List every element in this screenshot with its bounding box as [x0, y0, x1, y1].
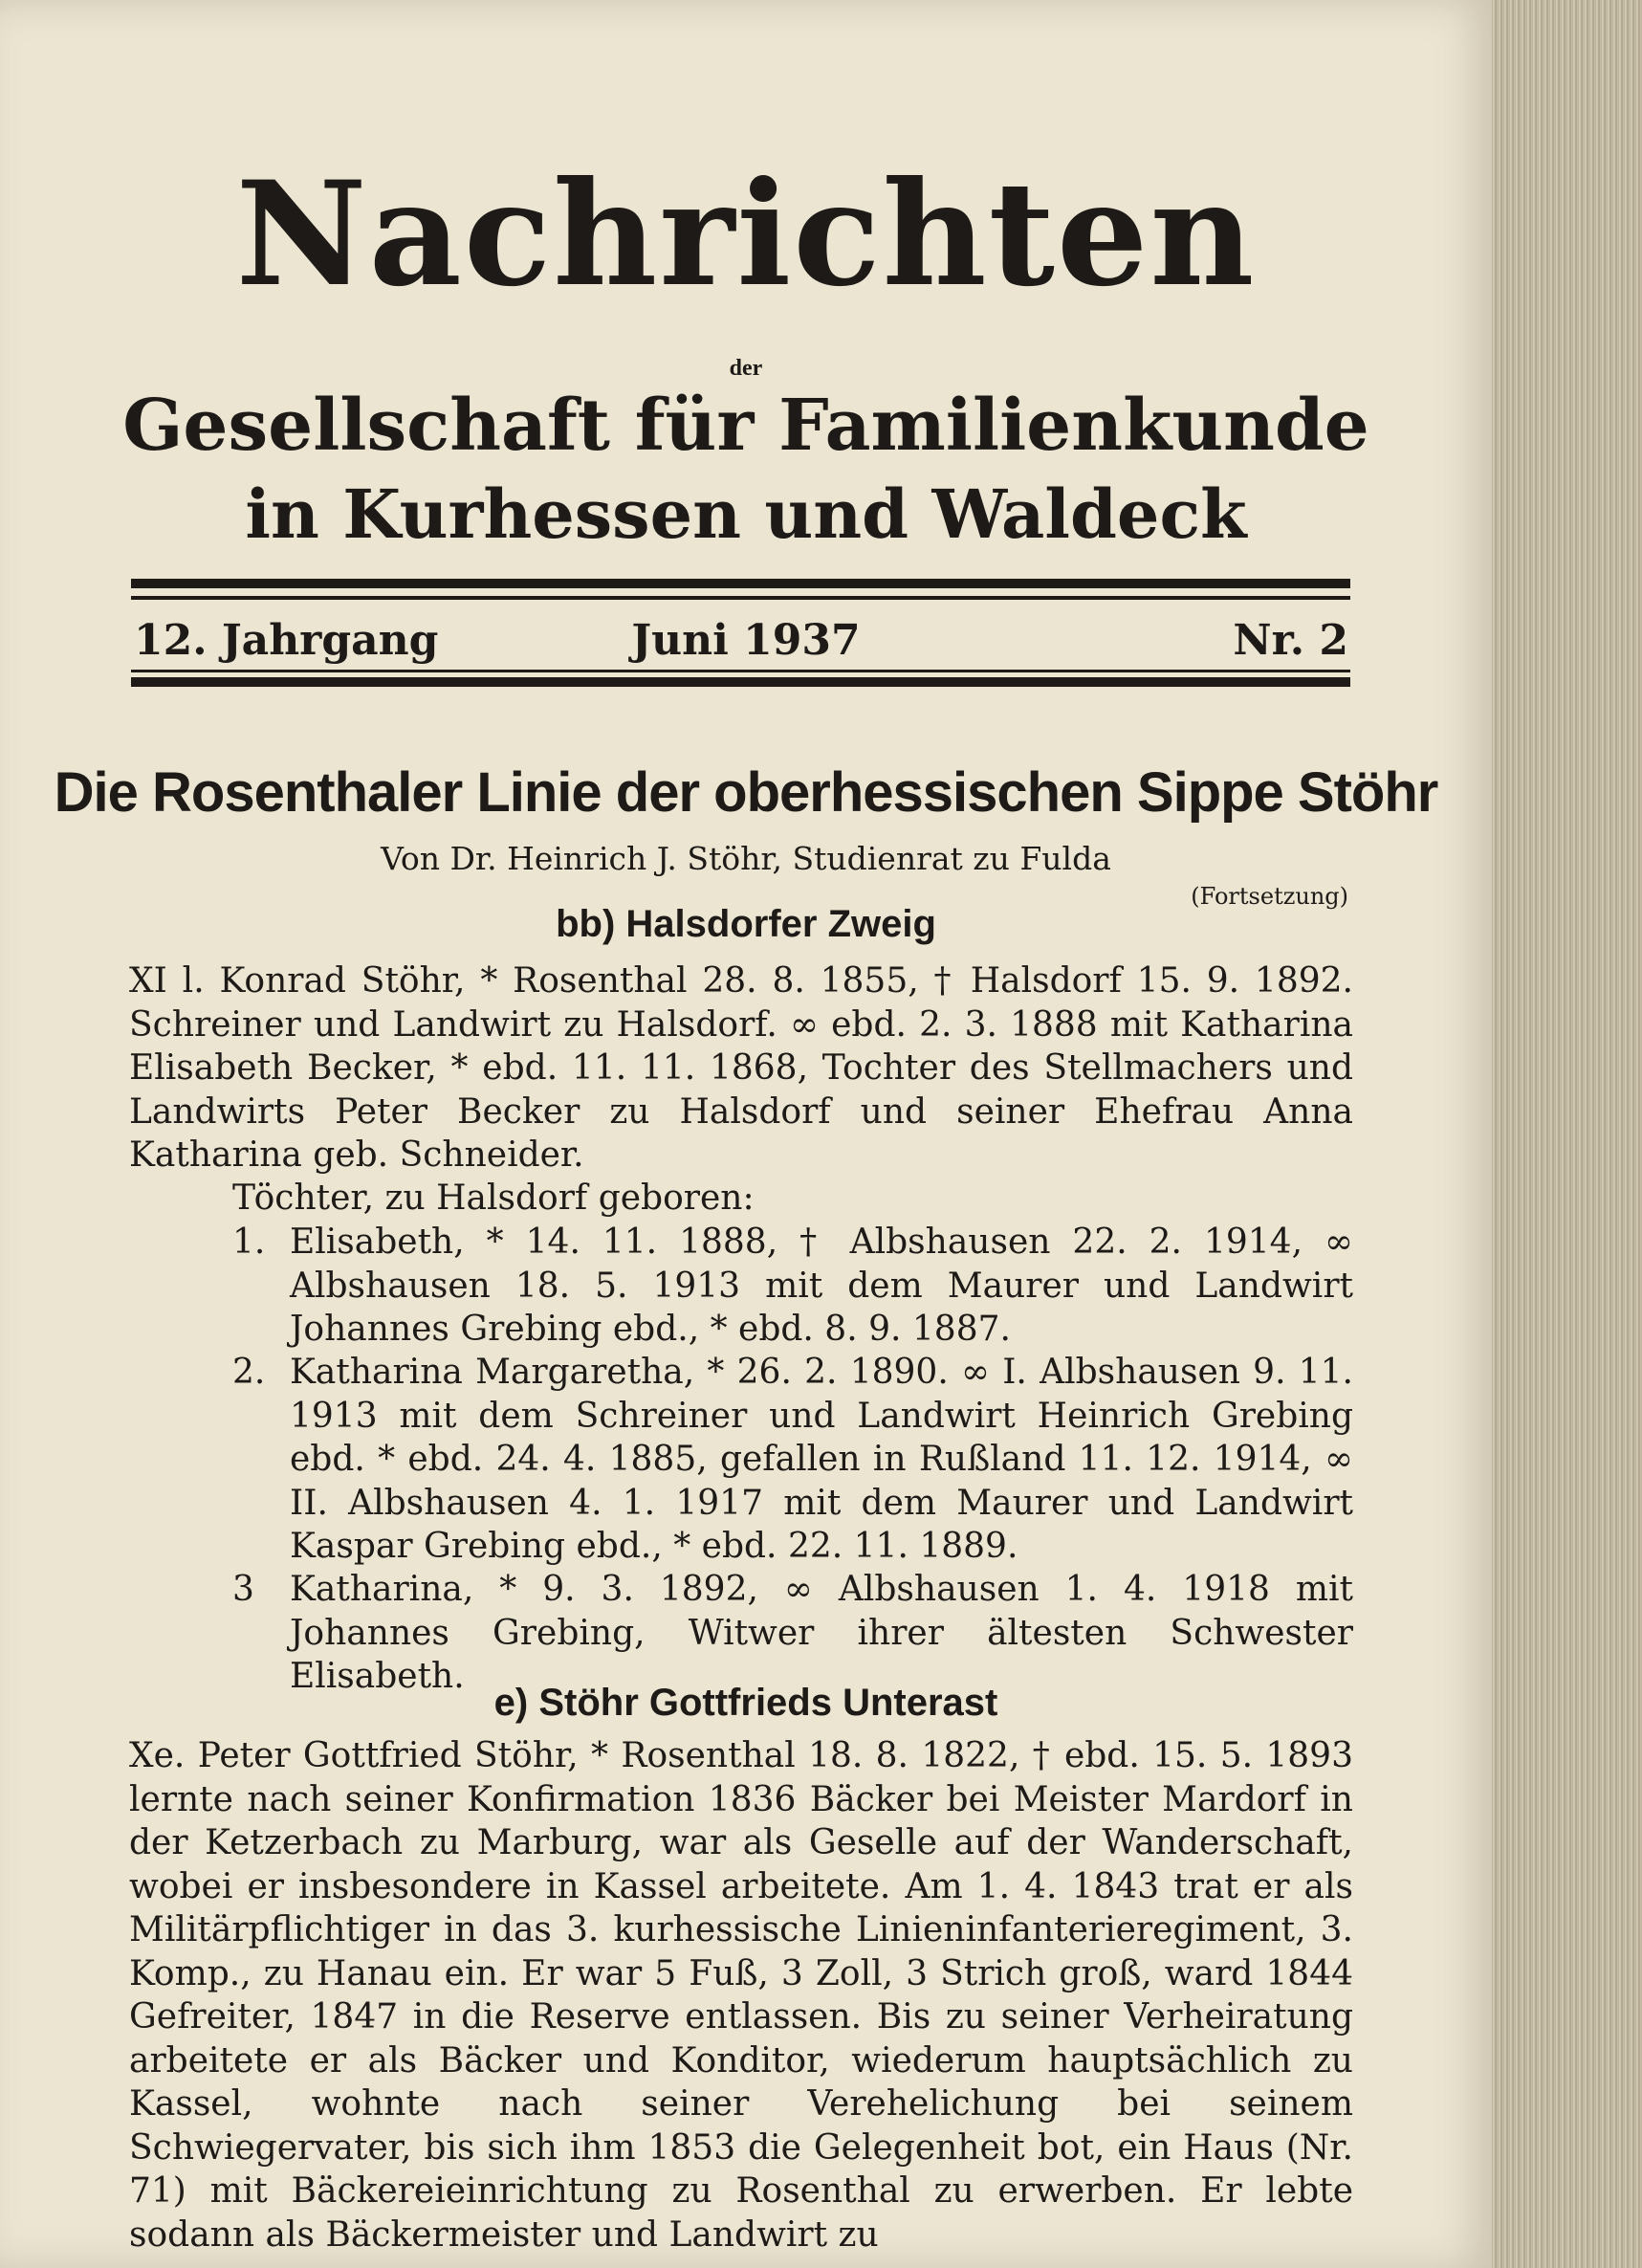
daughters-intro: Töchter, zu Halsdorf geboren:: [232, 1178, 755, 1218]
daughter-2-entry: Katharina Margaretha, * 26. 2. 1890. ∞ I. Albshausen 9. 11. 1913 mit dem Schreiner und Landwirt Heinrich Grebing ebd. * ebd. 24. 4. 1885, gefallen in Rußland 11. 12. 1914, ∞ II. Albshausen 4. 1. 1917 mit dem Maurer und Landwirt Kaspar Grebing ebd., * ebd. 22. 11. 1889.: [290, 1353, 1353, 1566]
daughter-2-number: 2.: [232, 1353, 266, 1392]
masthead-rule-bottom: [131, 677, 1350, 687]
masthead-rule-bottom-thin: [131, 670, 1350, 672]
book-page-edges: [1492, 0, 1642, 2268]
daughter-3-number: 3: [232, 1570, 254, 1609]
masthead-title: Nachrichten: [235, 150, 1257, 319]
daughter-1-number: 1.: [232, 1222, 266, 1262]
masthead-rule-top-thin: [131, 596, 1350, 600]
section-heading-gottfried: e) Stöhr Gottfrieds Unterast: [493, 1682, 998, 1724]
issue-volume: 12. Jahrgang: [134, 616, 439, 665]
masthead-rule-top: [131, 579, 1350, 588]
article-author: Von Dr. Heinrich J. Stöhr, Studienrat zu Fulda: [381, 840, 1111, 877]
daughter-1-entry: Elisabeth, * 14. 11. 1888, † Albshausen 22. 2. 1914, ∞ Albshausen 18. 5. 1913 mit dem Maurer und Landwirt Johannes Grebing ebd., * ebd. 8. 9. 1887.: [290, 1222, 1353, 1349]
masthead-subtitle-region: in Kurhessen und Waldeck: [245, 474, 1247, 554]
masthead-subtitle-society: Gesellschaft für Familienkunde: [122, 385, 1369, 467]
entry-peter-gottfried-stoehr: Xe. Peter Gottfried Stöhr, * Rosenthal 18. 8. 1822, † ebd. 15. 5. 1893 lernte nach seiner Konfirmation 1836 Bäcker bei Meister Mardorf in der Ketzerbach zu Marburg, war als Geselle auf der Wanderschaft, wobei er insbesondere in Kassel arbeitete. Am 1. 4. 1843 trat er als Militärpflichtiger in das 3. kurhessische Linieninfanterieregiment, 3. Komp., zu Hanau ein. Er war 5 Fuß, 3 Zoll, 3 Strich groß, ward 1844 Gefreiter, 1847 in die Reserve entlassen. Bis zu seiner Verheiratung arbeitete er als Bäcker und Konditor, wiederum hauptsächlich zu Kassel, wohnte nach seiner Verehelichung bei seinem Schwiegervater, bis sich ihm 1853 die Gelegenheit bot, ein Haus (Nr. 71) mit Bäckereieinrichtung zu Rosenthal zu erwerben. Er lebte sodann als Bäckermeister und Landwirt zu: [129, 1736, 1353, 2255]
article-title: Die Rosenthaler Linie der oberhessischen Sippe Stöhr: [54, 761, 1438, 824]
issue-date: Juni 1937: [631, 616, 861, 665]
daughter-3-entry: Katharina, * 9. 3. 1892, ∞ Albshausen 1. 4. 1918 mit Johannes Grebing, Witwer ihrer ältesten Schwester Elisabeth.: [290, 1570, 1353, 1696]
entry-konrad-stoehr: XI l. Konrad Stöhr, * Rosenthal 28. 8. 1855, † Halsdorf 15. 9. 1892. Schreiner und Landwirt zu Halsdorf. ∞ ebd. 2. 3. 1888 mit Katharina Elisabeth Becker, * ebd. 11. 11. 1868, Tochter des Stellmachers und Landwirts Peter Becker zu Halsdorf und seiner Ehefrau Anna Katharina geb. Schneider.: [129, 961, 1353, 1175]
continuation-note: (Fortsetzung): [1191, 883, 1348, 910]
issue-number: Nr. 2: [1233, 616, 1348, 665]
masthead-der: der: [729, 356, 763, 381]
section-heading-halsdorf: bb) Halsdorfer Zweig: [556, 903, 936, 945]
